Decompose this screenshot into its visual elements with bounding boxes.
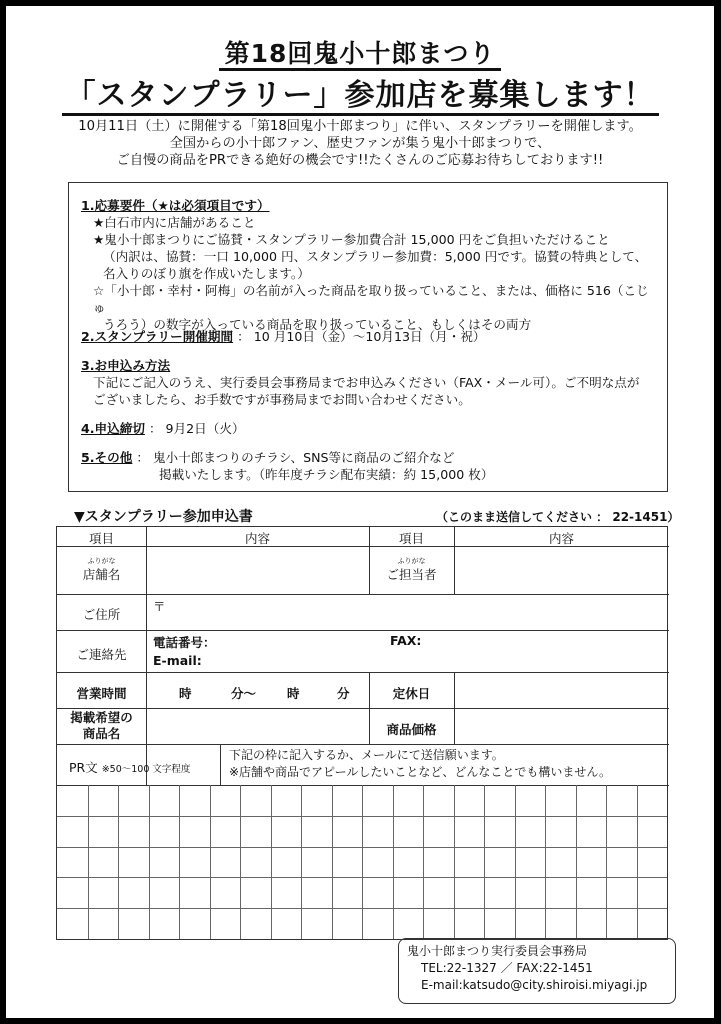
store-name-field[interactable] [147,547,368,593]
grid-line [484,785,485,939]
grid-line [515,785,516,939]
contact-person-field[interactable] [455,547,668,593]
form-fax-note: （このまま送信してください ： 22-1451） [436,510,680,524]
grid-line [393,785,394,939]
grid-line [332,785,333,939]
grid-line [606,785,607,939]
grid-line [118,785,119,939]
grid-line [57,877,667,878]
office-email: E-mail:katsudo@city.shiroisi.miyagi.jp [421,978,648,992]
office-name: 鬼小十郎まつり実行委員会事務局 [407,944,588,958]
product-name-label: 掲載希望の 商品名 [70,710,133,741]
requirements-box [68,182,668,492]
pr-label: PR文 ※50～100 文字程度 [69,760,191,775]
section-deadline: 4.申込締切 ： 9月2日（火） [81,421,245,436]
section-eligibility: 1.応募要件（★は必須項目です） ★白石市内に店舗があること ★鬼小十郎まつりにご協賛・スタンプラリー参加費合計 15,000 円をご負担いただけること （内訳は、協賛：一口 10,000 円、スタンプラリー参加費：5,000 円です。協賛の特典として、 名入りのぼり旗を作成いたします。） ☆「小十郎・幸村・阿梅」の名前が入った商品を取り扱っていること、または、価格に 516（こじゅ うろう）の数字が入っている商品を取り扱っていること、もしくはその両方 [81,198,649,332]
pr-instructions: 下記の枠に記入するか、メールにて送信願います。 ※店舗や商品でアピールしたいことなど、どんなことでも構いません。 [229,748,612,779]
fax-field[interactable]: FAX: [390,633,422,648]
section-other: 5.その他 ： 鬼小十郎まつりのチラシ、SNS等に商品のご紹介など 掲載いたします。（昨年度チラシ配布実績：約 15,000 枚） [81,450,494,482]
header-content-2: 内容 [548,531,574,546]
grid-line [423,785,424,939]
grid-line [301,785,302,939]
grid-line [637,785,638,939]
pr-text-grid[interactable] [57,785,667,939]
grid-line [57,816,667,817]
holiday-field[interactable] [455,673,668,707]
grid-line [210,785,211,939]
flyer-page [6,6,714,1018]
grid-line [179,785,180,939]
price-label: 商品価格 [386,722,437,737]
header-item: 項目 [88,531,114,546]
recruitment-title: 「スタンプラリー」参加店を募集します！ [6,70,714,114]
contact-person-label: ふりがな ご担当者 [386,557,437,582]
grid-line [271,785,272,939]
grid-line [57,908,667,909]
grid-line [454,785,455,939]
grid-line [362,785,363,939]
phone-field[interactable]: 電話番号： [153,635,216,650]
address-label: ご住所 [82,607,121,622]
contact-label: ご連絡先 [76,647,127,662]
grid-line [576,785,577,939]
grid-line [545,785,546,939]
email-field[interactable]: E-mail: [153,653,202,668]
festival-title: 第18回鬼小十郎まつり [6,34,714,70]
grid-line [57,847,667,848]
grid-line [240,785,241,939]
office-contact-box [398,938,676,1004]
product-name-field[interactable] [147,709,368,743]
header-item-2: 項目 [398,531,424,546]
application-form: 項目 内容 項目 内容 ふりがな 店舗名 ふりがな ご担当者 ご住所 〒 ご連絡先 電話番号： FAX: E-mail: 営業時間 時 分～ 時 分 定休日 掲載希望の 商品名 商品価格 PR文 ※50～100 文字程度 下記の枠に記入するか、メールにて送信願います。 ※店舗や商品でアピールしたいことなど、どんなことでも構いません。 [56,526,668,940]
header-content: 内容 [244,531,270,546]
hours-label: 営業時間 [76,686,127,701]
form-title: ▼スタンプラリー参加申込書 [74,509,253,525]
section-period: 2.スタンプラリー開催期間 ： 10 月10日（金）～10月13日（月・祝） [81,329,486,344]
office-tel-fax: TEL:22-1327 ／ FAX:22-1451 [421,961,593,975]
intro-text: 10月11日（土）に開催する「第18回鬼小十郎まつり」に伴い、スタンプラリーを開催します。 全国からの小十郎ファン、歴史ファンが集う鬼小十郎まつりで、 ご自慢の商品をPRできる絶好の機会です!!たくさんのご応募お待ちしております!! [78,119,642,168]
grid-line [88,785,89,939]
grid-line [149,785,150,939]
holiday-label: 定休日 [392,686,431,701]
section-method: 3.お申込み方法 下記にご記入のうえ、実行委員会事務局までお申込みください（FAX・メール可）。ご不明な点が ございましたら、お手数ですが事務局までお問い合わせください。 [81,358,640,407]
store-name-label: ふりがな 店舗名 [82,557,121,582]
address-field[interactable]: 〒 [153,599,166,614]
price-field[interactable] [455,709,668,743]
